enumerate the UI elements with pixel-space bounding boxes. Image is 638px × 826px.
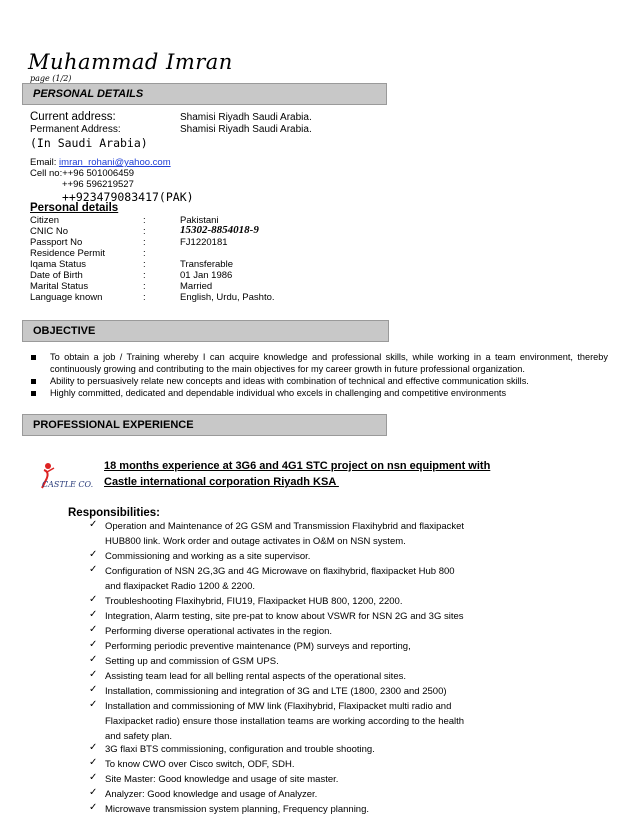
bullet-square bbox=[31, 379, 36, 384]
check-icon: ✓ bbox=[89, 742, 98, 753]
email-link[interactable]: imran_rohani@yahoo.com bbox=[59, 157, 171, 168]
detail-label: CNIC No bbox=[30, 226, 69, 237]
experience-title-line1: 18 months experience at 3G6 and 4G1 STC project on nsn equipment with bbox=[104, 460, 491, 472]
section-objective: OBJECTIVE bbox=[22, 320, 389, 342]
responsibility-item: Performing periodic preventive maintenance (PM) surveys and reporting, bbox=[105, 641, 411, 652]
detail-label: Marital Status bbox=[30, 281, 89, 292]
check-icon: ✓ bbox=[89, 669, 98, 680]
responsibility-item: To know CWO over Cisco switch, ODF, SDH. bbox=[105, 759, 295, 770]
responsibility-item: Integration, Alarm testing, site pre-pat to know about VSWR for NSN 2G and 3G sites bbox=[105, 611, 464, 622]
responsibility-item: Operation and Maintenance of 2G GSM and Transmission Flaxihybrid and flaxipacket HUB800 link. Work order and outage activates in O&M on NSN system. bbox=[105, 521, 465, 547]
permanent-address-label: Permanent Address: bbox=[30, 124, 121, 135]
company-logo bbox=[38, 458, 98, 494]
responsibility-item: 3G flaxi BTS commissioning, configuration and trouble shooting. bbox=[105, 744, 375, 755]
current-address-label: Current address: bbox=[30, 111, 116, 123]
check-icon: ✓ bbox=[89, 624, 98, 635]
responsibilities-heading: Responsibilities: bbox=[68, 507, 161, 519]
responsibility-item: Performing diverse operational activates in the region. bbox=[105, 626, 333, 637]
detail-label: Residence Permit bbox=[30, 248, 105, 259]
check-icon: ✓ bbox=[89, 654, 98, 665]
personal-details-heading: Personal details bbox=[30, 202, 119, 214]
detail-colon: : bbox=[143, 259, 146, 270]
objective-item: Highly committed, dedicated and dependable individual who excels in challenging and competitive environments bbox=[50, 388, 507, 398]
detail-value: Pakistani bbox=[180, 215, 219, 226]
cell-number-2: ++96 596219527 bbox=[62, 179, 134, 190]
responsibility-item: Troubleshooting Flaxihybrid, FIU19, Flaxipacket HUB 800, 1200, 2200. bbox=[105, 596, 403, 607]
check-icon: ✓ bbox=[89, 787, 98, 798]
experience-title-line2: Castle international corporation Riyadh KSA bbox=[104, 476, 339, 488]
detail-value: FJ1220181 bbox=[180, 237, 228, 248]
check-icon: ✓ bbox=[89, 549, 98, 560]
check-icon: ✓ bbox=[89, 564, 98, 575]
responsibility-item: Microwave transmission system planning, Frequency planning. bbox=[105, 804, 370, 815]
check-icon: ✓ bbox=[89, 757, 98, 768]
detail-label: Citizen bbox=[30, 215, 60, 226]
responsibility-item: Installation, commissioning and integration of 3G and LTE (1800, 2300 and 2500) bbox=[105, 686, 447, 697]
detail-colon: : bbox=[143, 281, 146, 292]
check-icon: ✓ bbox=[89, 802, 98, 813]
detail-colon: : bbox=[143, 215, 146, 226]
check-icon: ✓ bbox=[89, 594, 98, 605]
detail-label: Passport No bbox=[30, 237, 83, 248]
bullet-square bbox=[31, 355, 36, 360]
objective-item: To obtain a job / Training whereby I can acquire knowledge and professional skills, while working in a team environment, thereby continuously growing and contributing to the main objectives for my career growth in future professional organization. bbox=[50, 352, 608, 374]
detail-colon: : bbox=[143, 248, 146, 259]
objective-item: Ability to persuasively relate new concepts and ideas with combination of technical and effective communication skills. bbox=[50, 376, 529, 386]
responsibility-item: Configuration of NSN 2G,3G and 4G Microwave on flaxihybrid, flaxipacket Hub 800 and flaxipacket Radio 1200 & 2200. bbox=[105, 566, 455, 592]
detail-value-cnic: 15302-8854018-9 bbox=[180, 224, 259, 236]
check-icon: ✓ bbox=[89, 519, 98, 530]
detail-label: Iqama Status bbox=[30, 259, 86, 270]
logo-text: CASTLE CO. bbox=[42, 480, 94, 489]
detail-value: Transferable bbox=[180, 259, 233, 270]
detail-value: English, Urdu, Pashto. bbox=[180, 292, 275, 303]
page-indicator: page (1/2) bbox=[30, 74, 72, 83]
section-professional-experience: PROFESSIONAL EXPERIENCE bbox=[22, 414, 387, 436]
detail-colon: : bbox=[143, 226, 146, 237]
check-icon: ✓ bbox=[89, 772, 98, 783]
responsibility-item: Analyzer: Good knowledge and usage of Analyzer. bbox=[105, 789, 318, 800]
responsibility-item: Commissioning and working as a site supervisor. bbox=[105, 551, 311, 562]
email-label: Email: bbox=[30, 157, 57, 168]
current-address-value: Shamisi Riyadh Saudi Arabia. bbox=[180, 112, 312, 123]
detail-value: 01 Jan 1986 bbox=[180, 270, 233, 281]
check-icon: ✓ bbox=[89, 639, 98, 650]
section-personal-details: PERSONAL DETAILS bbox=[22, 83, 387, 105]
check-icon: ✓ bbox=[89, 699, 98, 710]
detail-colon: : bbox=[143, 237, 146, 248]
responsibility-item: Installation and commissioning of MW link (Flaxihybrid, Flaxipacket multi radio and Flaxipacket radio) ensure those installation teams are working according to the health and safety plan. bbox=[105, 701, 465, 742]
cell-number-3: ++923479083417(PAK) bbox=[62, 190, 194, 204]
check-icon: ✓ bbox=[89, 684, 98, 695]
detail-value: Married bbox=[180, 281, 213, 292]
detail-label: Language known bbox=[30, 292, 103, 303]
check-icon: ✓ bbox=[89, 609, 98, 620]
email-line bbox=[30, 157, 171, 168]
address-note: (In Saudi Arabia) bbox=[30, 136, 148, 150]
detail-colon: : bbox=[143, 270, 146, 281]
responsibility-item: Assisting team lead for all belling rental aspects of the operational sites. bbox=[105, 671, 406, 682]
detail-colon: : bbox=[143, 292, 146, 303]
responsibility-item: Site Master: Good knowledge and usage of site master. bbox=[105, 774, 339, 785]
candidate-name: Muhammad Imran bbox=[28, 50, 233, 74]
detail-label: Date of Birth bbox=[30, 270, 83, 281]
responsibility-item: Setting up and commission of GSM UPS. bbox=[105, 656, 279, 667]
cell-line: Cell no:++96 501006459 bbox=[30, 168, 135, 179]
permanent-address-value: Shamisi Riyadh Saudi Arabia. bbox=[180, 124, 312, 135]
bullet-square bbox=[31, 391, 36, 396]
